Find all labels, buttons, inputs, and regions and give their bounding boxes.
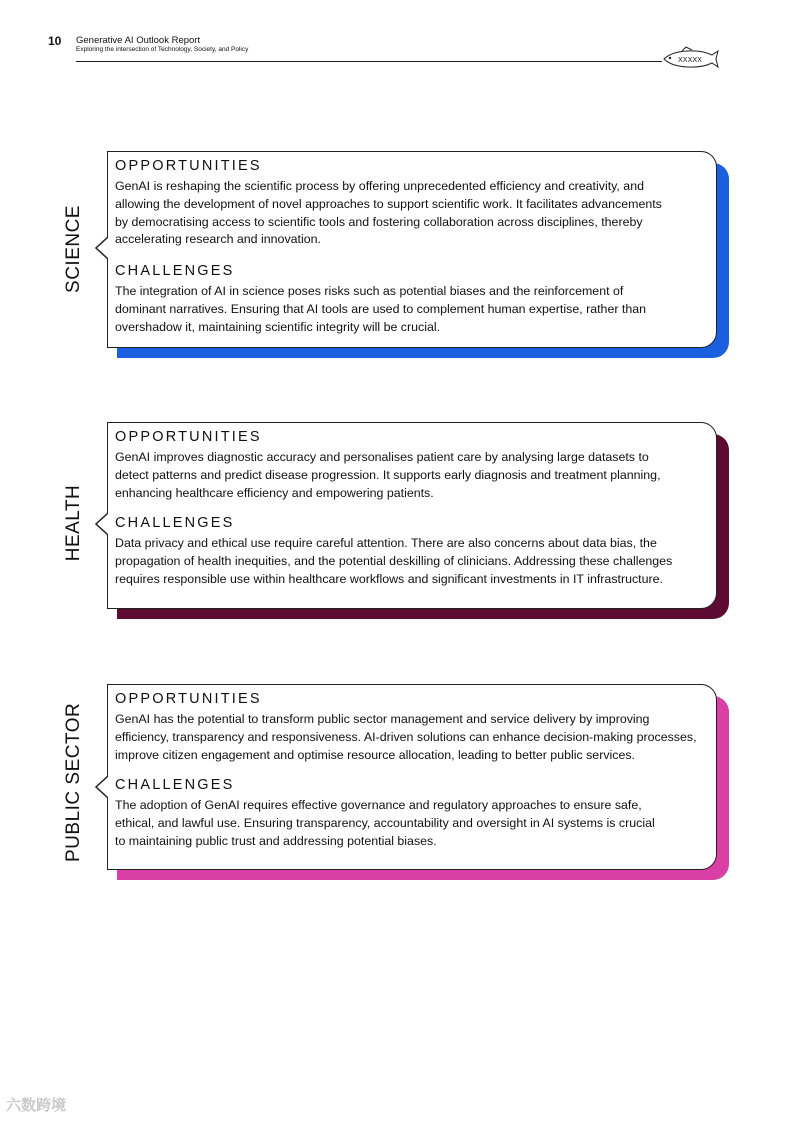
public-sector-section-label: PUBLIC SECTOR	[63, 702, 84, 862]
science-challenges-line: The integration of AI in science poses risks such as potential biases and the reinforcement of	[115, 284, 624, 299]
science-opportunities-line: allowing the development of novel approaches to support scientific work. It facilitates advancements	[115, 196, 662, 211]
health-challenges-line: requires responsible use within healthcare workflows and significant investments in IT infrastructure.	[115, 571, 663, 586]
public-sector-challenges-line: to maintaining public trust and addressing potential biases.	[115, 833, 437, 848]
public-sector-opportunities-line: GenAI has the potential to transform public sector management and service delivery by improving	[115, 712, 650, 726]
health-opportunities-line: GenAI improves diagnostic accuracy and personalises patient care by analysing large datasets to	[115, 450, 649, 464]
health-card	[107, 422, 717, 609]
science-card-pointer	[94, 237, 108, 259]
public-sector-challenges-line: The adoption of GenAI requires effective governance and regulatory approaches to ensure safe,	[115, 798, 642, 813]
health-opportunities-heading: OPPORTUNITIES	[115, 429, 262, 445]
science-challenges-heading: CHALLENGES	[115, 263, 235, 280]
page-number: 10	[48, 34, 62, 48]
watermark: 六数跨境	[6, 1097, 67, 1114]
health-opportunities-line: enhancing healthcare efficiency and empowering patients.	[115, 485, 434, 500]
svg-text:XXXXX: XXXXX	[678, 56, 702, 64]
public-sector-challenges-heading: CHALLENGES	[115, 777, 235, 794]
science-challenges-line: dominant narratives. Ensuring that AI tools are used to complement human expertise, rather than	[115, 301, 647, 316]
science-opportunities-line: by democratising access to scientific tools and fostering collaboration across disciplines, thereby	[115, 214, 643, 229]
header-rule	[76, 61, 662, 62]
public-sector-opportunities-line: improve citizen engagement and optimise resource allocation, leading to better public services.	[115, 747, 636, 762]
health-card-pointer	[94, 513, 108, 535]
science-opportunities-line: GenAI is reshaping the scientific process by offering unprecedented efficiency and creativity, and	[115, 179, 644, 193]
health-section-label: HEALTH	[63, 484, 84, 562]
health-challenges-line: Data privacy and ethical use require careful attention. There are also concerns about data bias, the	[115, 536, 657, 551]
public-sector-card-pointer	[94, 776, 108, 798]
public-sector-card	[107, 684, 717, 870]
report-subtitle: Exploring the intersection of Technology, Society, and Policy	[76, 46, 249, 53]
science-section-label: SCIENCE	[63, 205, 84, 293]
science-opportunities-heading: OPPORTUNITIES	[115, 158, 262, 174]
science-card	[107, 151, 717, 348]
science-opportunities-line: accelerating research and innovation.	[115, 232, 321, 247]
public-sector-opportunities-line: efficiency, transparency and responsiveness. AI-driven solutions can enhance decision-making processes,	[115, 729, 697, 744]
public-sector-challenges-line: ethical, and lawful use. Ensuring transparency, accountability and oversight in AI systems is crucial	[115, 816, 655, 831]
fish-logo-icon	[660, 45, 720, 73]
health-opportunities-line: detect patterns and predict disease progression. It supports early diagnosis and treatment planning,	[115, 467, 661, 482]
report-title: Generative AI Outlook Report	[76, 35, 201, 46]
science-challenges-line: overshadow it, maintaining scientific integrity will be crucial.	[115, 319, 441, 334]
health-challenges-line: propagation of health inequities, and the potential deskilling of clinicians. Addressing these challenges	[115, 554, 673, 569]
public-sector-opportunities-heading: OPPORTUNITIES	[115, 691, 262, 707]
health-challenges-heading: CHALLENGES	[115, 515, 235, 532]
